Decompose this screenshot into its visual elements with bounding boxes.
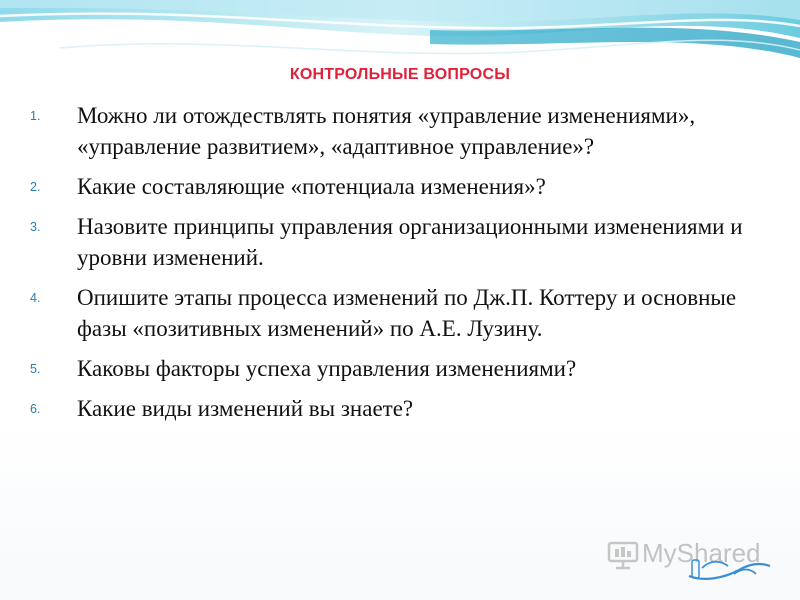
list-item-number: 1. xyxy=(30,109,41,123)
list-item-number: 4. xyxy=(30,291,41,305)
list-item-text: Можно ли отождествлять понятия «управление изменениями», «управление развитием», «адаптивное управление»? xyxy=(77,103,696,159)
watermark-text: MyShared xyxy=(642,538,761,568)
list-item-text: Каковы факторы успеха управления изменениями? xyxy=(77,356,577,381)
swirl-logo-icon xyxy=(684,554,774,584)
slide-title: КОНТРОЛЬНЫЕ ВОПРОСЫ xyxy=(289,66,511,83)
list-item xyxy=(30,171,770,202)
list-item xyxy=(30,282,770,344)
list-item-text: Опишите этапы процесса изменений по Дж.П. Коттеру и основные фазы «позитивных изменений» по А.Е. Лузину. xyxy=(77,285,737,341)
header-waves-decoration xyxy=(0,0,800,110)
list-item xyxy=(30,393,770,424)
list-item-number: 5. xyxy=(30,362,41,376)
list-item-number: 3. xyxy=(30,220,41,234)
presentation-screen-icon xyxy=(606,538,640,572)
list-item-number: 2. xyxy=(30,180,41,194)
list-item-number: 6. xyxy=(30,402,41,416)
list-item-text: Какие виды изменений вы знаете? xyxy=(77,396,414,421)
list-item xyxy=(30,211,770,273)
list-item xyxy=(30,100,770,162)
list-item xyxy=(30,353,770,384)
list-item-text: Назовите принципы управления организационными изменениями и уровни изменений. xyxy=(77,214,743,270)
watermark-logo xyxy=(604,536,774,586)
list-item-text: Какие составляющие «потенциала изменения»? xyxy=(77,174,546,199)
questions-list xyxy=(30,100,770,433)
